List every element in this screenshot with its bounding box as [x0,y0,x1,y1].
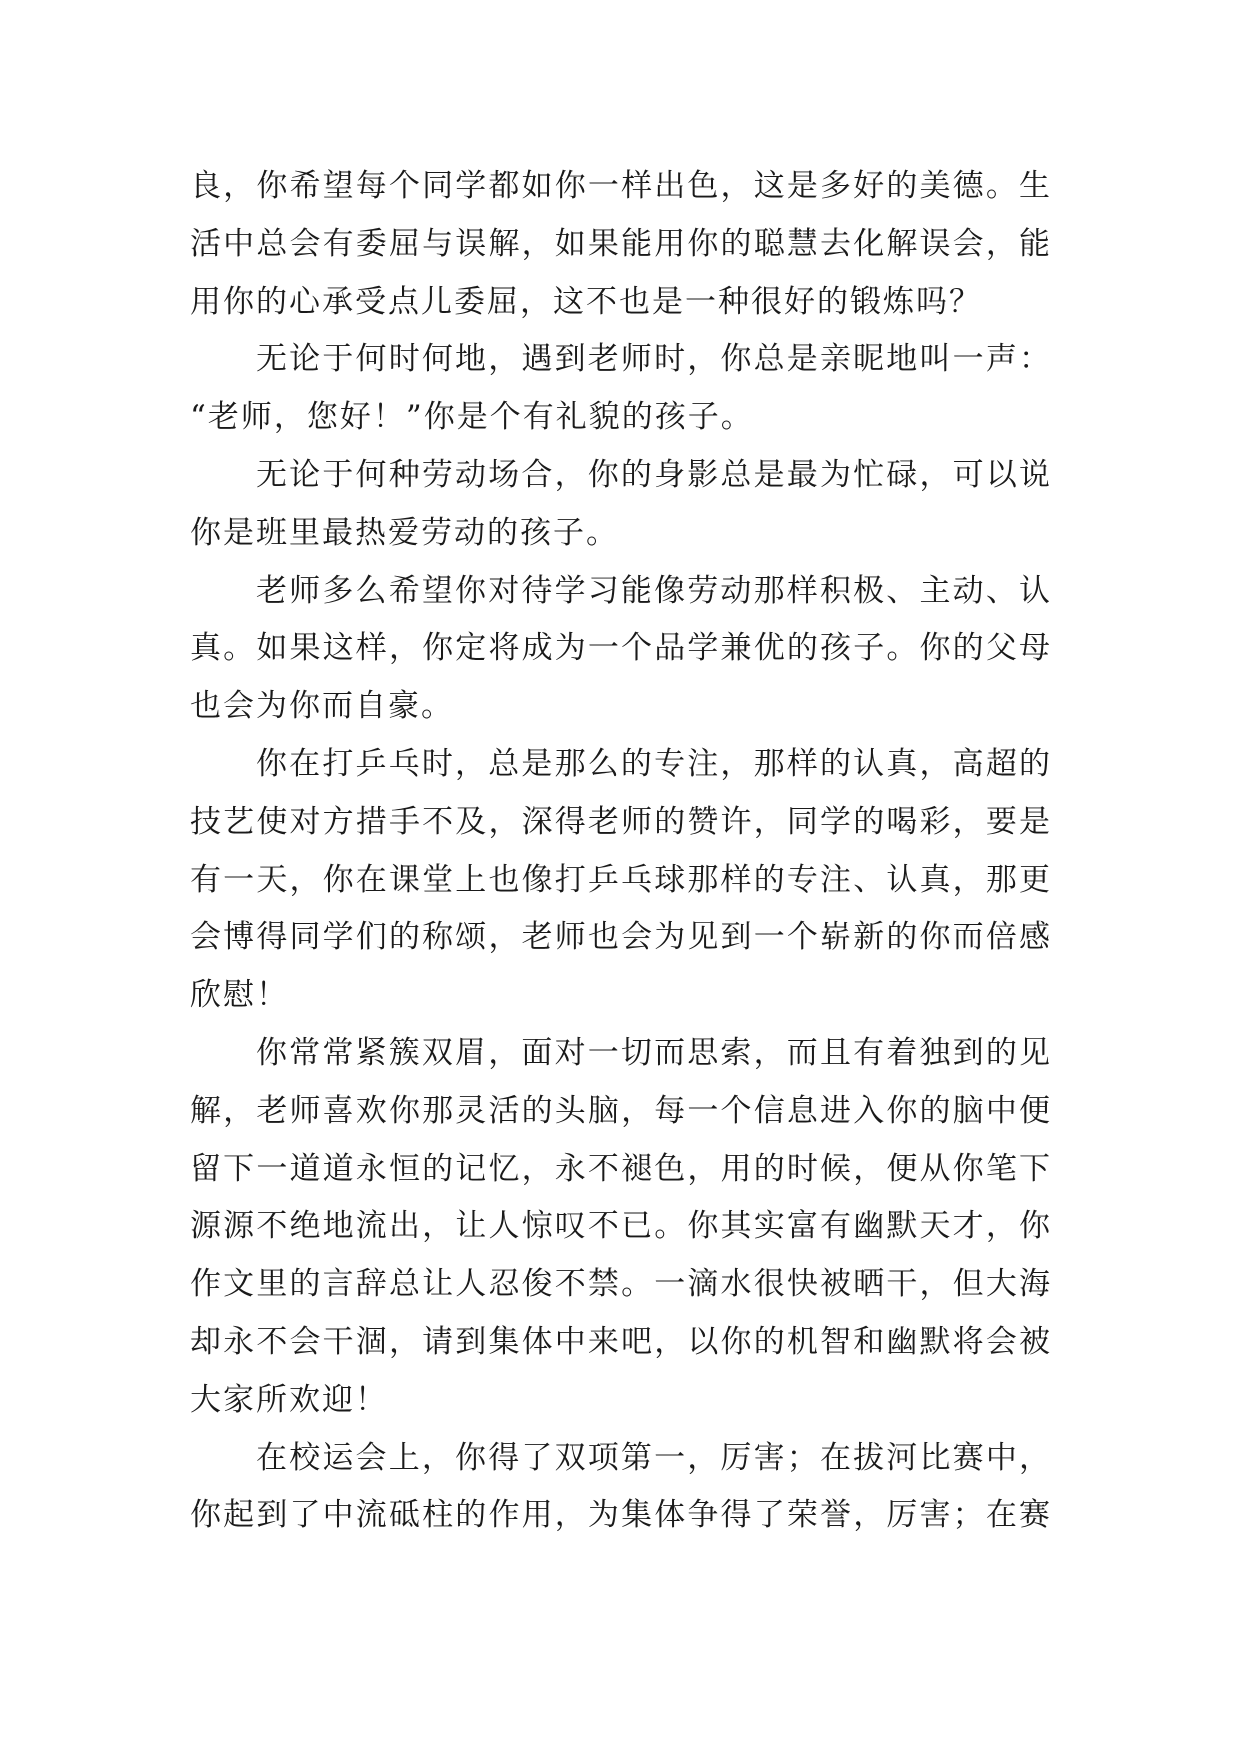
text-line: 活中总会有委屈与误解，如果能用你的聪慧去化解误会，能 [190,225,1052,262]
text-line: 真。如果这样，你定将成为一个品学兼优的孩子。你的父母 [190,630,1052,667]
text-line: 在校运会上，你得了双项第一，厉害；在拔河比赛中， [256,1439,1052,1476]
text-line: 留下一道道永恒的记忆，永不褪色，用的时候，便从你笔下 [190,1150,1052,1187]
text-line: 老师多么希望你对待学习能像劳动那样积极、主动、认 [256,572,1052,609]
text-line: 你是班里最热爱劳动的孩子。 [190,514,619,551]
text-line: 良，你希望每个同学都如你一样出色，这是多好的美德。生 [190,168,1052,204]
text-line: 却永不会干涸，请到集体中来吧，以你的机智和幽默将会被 [190,1323,1052,1360]
text-line: 源源不绝地流出，让人惊叹不已。你其实富有幽默天才，你 [190,1208,1052,1245]
text-line: 作文里的言辞总让人忍俊不禁。一滴水很快被晒干，但大海 [190,1266,1052,1303]
text-line: 你起到了中流砥柱的作用，为集体争得了荣誉，厉害；在赛 [190,1497,1052,1534]
document-body [190,158,1052,1545]
text-line: 会博得同学们的称颂，老师也会为见到一个崭新的你而倍感 [190,919,1052,956]
text-line: 欣慰！ [190,977,289,1014]
text-line: 用你的心承受点儿委屈，这不也是一种很好的锻炼吗？ [190,283,982,320]
text-line: 技艺使对方措手不及，深得老师的赞许，同学的喝彩，要是 [190,803,1052,840]
text-line: 大家所欢迎！ [190,1381,388,1418]
text-line: 解，老师喜欢你那灵活的头脑，每一个信息进入你的脑中便 [190,1092,1052,1129]
text-line: “老师，您好！”你是个有礼貌的孩子。 [190,399,754,436]
text-line: 有一天，你在课堂上也像打乒乓球那样的专注、认真，那更 [190,861,1052,898]
text-line: 无论于何时何地，遇到老师时，你总是亲昵地叫一声： [256,341,1052,378]
text-line: 无论于何种劳动场合，你的身影总是最为忙碌，可以说 [256,456,1052,493]
text-line: 你在打乒乓时，总是那么的专注，那样的认真，高超的 [256,745,1052,782]
text-line: 你常常紧簇双眉，面对一切而思索，而且有着独到的见 [256,1034,1052,1071]
text-line: 也会为你而自豪。 [190,688,454,725]
